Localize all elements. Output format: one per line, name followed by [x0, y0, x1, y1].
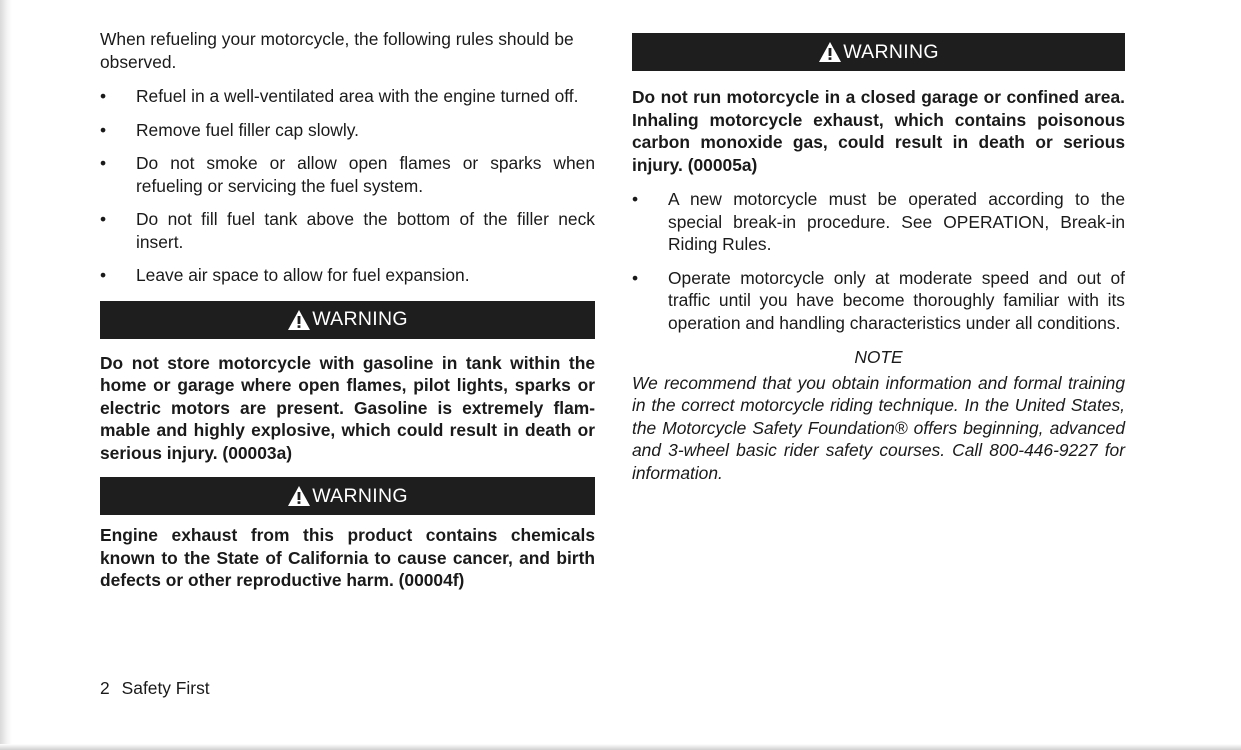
bullet-icon: • — [100, 86, 107, 106]
page-number: 2 — [100, 678, 110, 698]
warning-banner — [100, 477, 595, 515]
bullet-icon: • — [632, 267, 639, 288]
list-item: • A new motorcycle must be operated according to the special break-in procedure. See OPERATION, Break-in Riding Rules. — [632, 189, 1125, 254]
bullet-icon: • — [632, 189, 639, 209]
warning-label: WARNING — [312, 308, 408, 331]
warning-text: Do not store motorcycle with gasoline in tank within the home or garage where open flames, pilot lights, sparks or electric motors are present. Gasoline is extremely flam-mable and highly explosive, which could result in death or serious injury. (00003a) — [100, 352, 595, 463]
page-bottom-shadow — [0, 744, 1241, 750]
warning-text: Engine exhaust from this product contains chemicals known to the State of California to cause cancer, and birth defects or other reproductive harm. (00004f) — [100, 525, 595, 590]
list-item: • Refuel in a well-ventilated area with the engine turned off. — [100, 86, 579, 106]
right-column — [632, 33, 1125, 484]
refueling-rules-list — [100, 85, 595, 287]
section-title: Safety First — [121, 678, 210, 698]
left-column — [100, 28, 595, 605]
bullet-icon: • — [100, 153, 107, 173]
note-heading: NOTE — [854, 347, 903, 367]
break-in-list — [632, 188, 1125, 334]
warning-banner — [100, 301, 595, 339]
warning-text: Do not run motorcycle in a closed garage or confined area. Inhaling motorcycle exhaust, which contains poisonous carbon monoxide gas, could result in death or serious injury. (00005a) — [632, 87, 1125, 175]
bullet-icon: • — [100, 209, 107, 229]
intro-paragraph: When refueling your motorcycle, the following rules should be observed. — [100, 29, 574, 72]
warning-triangle-icon — [287, 309, 311, 331]
warning-label: WARNING — [312, 484, 408, 507]
list-item: • Leave air space to allow for fuel expansion. — [100, 265, 470, 285]
list-item: • Remove fuel filler cap slowly. — [100, 119, 359, 140]
warning-banner — [632, 33, 1125, 71]
page-footer — [100, 678, 210, 699]
list-item: • Do not fill fuel tank above the bottom of the filler neck insert. — [100, 209, 595, 252]
list-item: • Do not smoke or allow open flames or sparks when refueling or servicing the fuel system. — [100, 153, 595, 196]
bullet-icon: • — [100, 265, 107, 285]
bullet-icon: • — [100, 119, 107, 140]
page-edge-shadow — [0, 0, 12, 750]
note-text: We recommend that you obtain information and formal training in the correct motorcycle riding technique. In the United States, the Motorcycle Safety Foundation® offers beginning, advanced and 3-wheel basic rider safety courses. Call 800-446-9227 for information. — [632, 372, 1125, 483]
list-item: • Operate motorcycle only at moderate speed and out of traffic until you have become thoroughly familiar with its operation and handling characteristics under all conditions. — [632, 267, 1125, 333]
warning-triangle-icon — [287, 485, 311, 507]
warning-label: WARNING — [843, 40, 939, 63]
warning-triangle-icon — [818, 41, 842, 63]
